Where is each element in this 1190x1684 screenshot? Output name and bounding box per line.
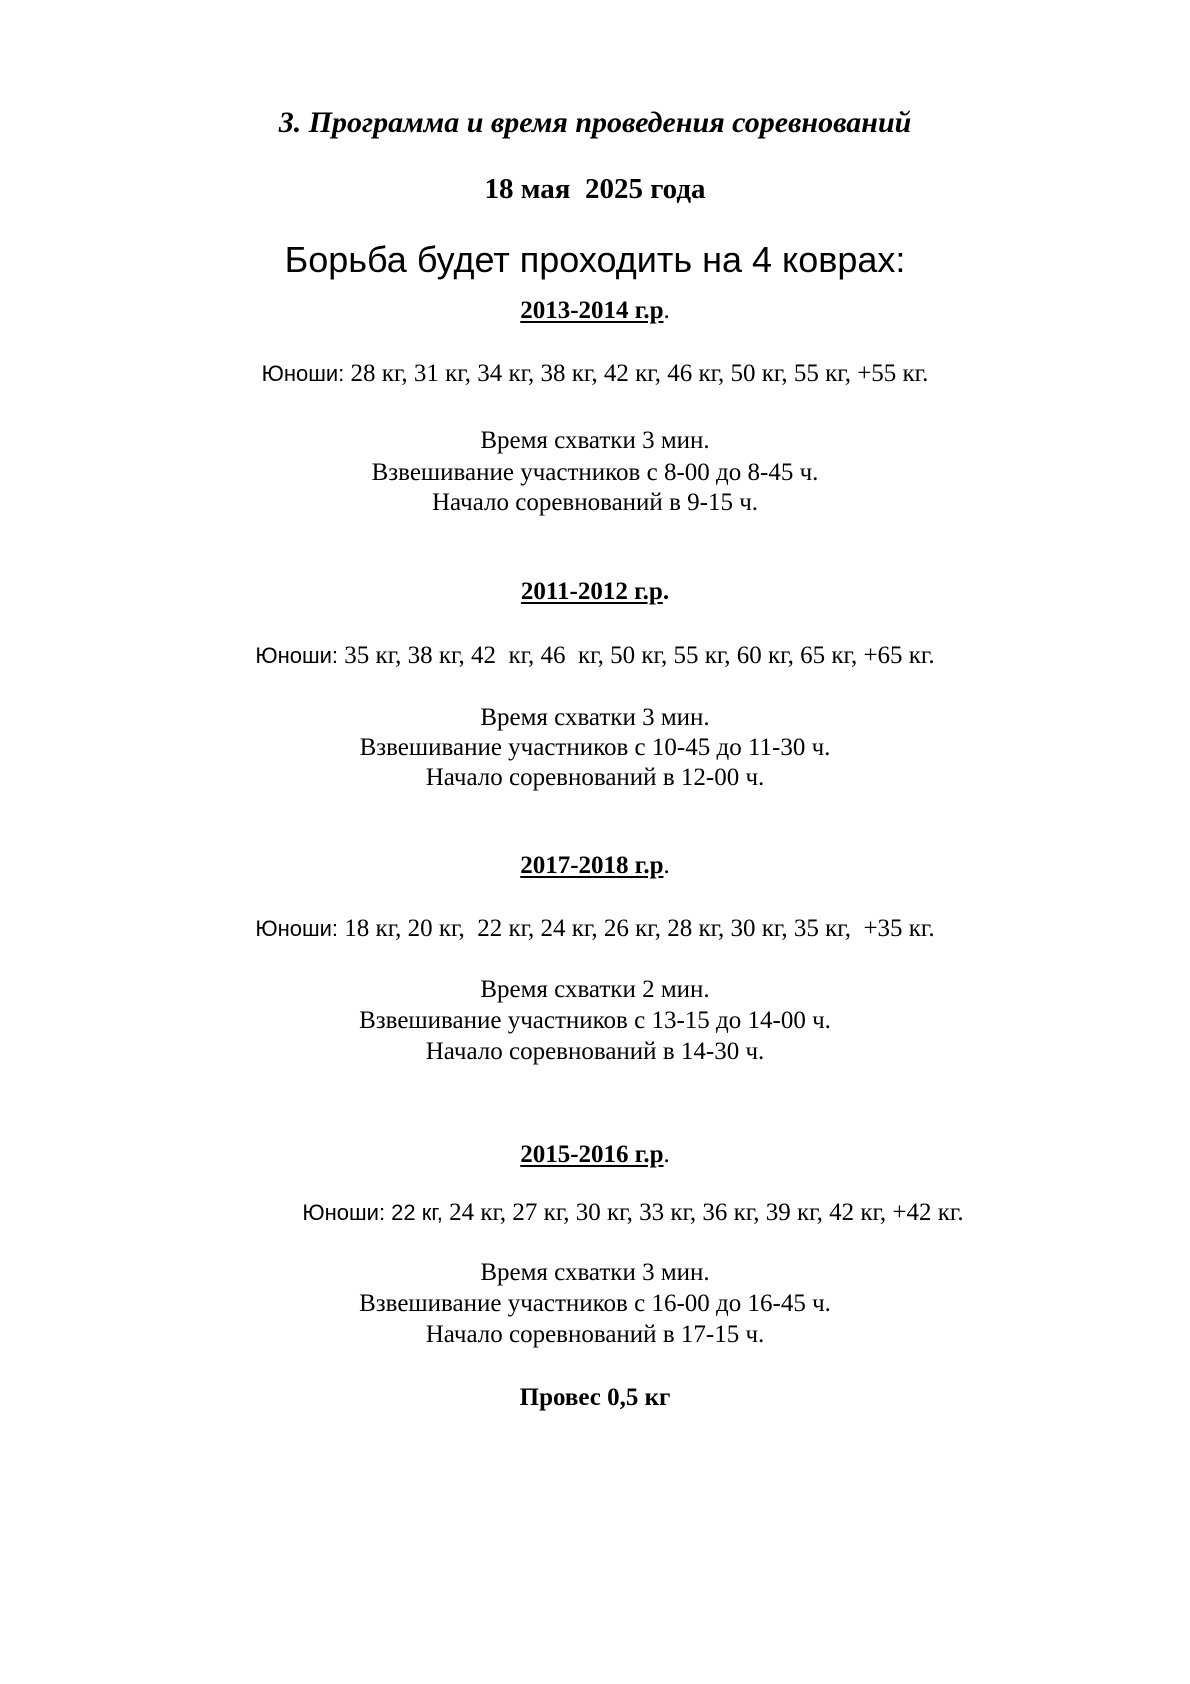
group-3-years-text: 2017-2018 г.р [520,852,664,879]
group-2-bout-time: Время схватки 3 мин. [480,704,710,731]
group-2-years-text: 2011-2012 г.р [520,578,663,605]
group-4-weights [38,1200,1190,1225]
group-4-weights-first: 22 кг, [385,1200,443,1225]
group-2-weights-list: 35 кг, 38 кг, 42 кг, 46 кг, 50 кг, 55 кг, 60 кг, 65 кг, +65 кг. [338,642,935,669]
group-3-weights-label: Юноши: [255,916,339,941]
page-title: 3. Программа и время проведения соревнований [278,106,912,139]
group-2-years-suffix: . [662,578,670,605]
group-1-years-suffix: . [663,297,670,324]
mats-announcement: Борьба будет проходить на 4 коврах: [284,239,906,280]
group-1-start: Начало соревнований в 9-15 ч. [431,489,759,516]
group-2-weigh-in: Взвешивание участников с 10-45 до 11-30 ч. [359,734,831,761]
group-4-weights-list: 24 кг, 27 кг, 30 кг, 33 кг, 36 кг, 39 кг, 42 кг, +42 кг. [442,1199,964,1226]
weight-allowance: Провес 0,5 кг [519,1384,671,1411]
group-1-weights-list: 28 кг, 31 кг, 34 кг, 38 кг, 42 кг, 46 кг, 50 кг, 55 кг, +55 кг. [344,360,929,387]
group-4-bout-time: Время схватки 3 мин. [480,1259,710,1286]
group-3-years [0,853,1190,878]
group-4-years [0,1142,1190,1167]
group-4-weights-label: Юноши: [302,1200,386,1225]
group-1-weights-label: Юноши: [261,361,345,386]
group-3-weights [0,916,1190,941]
competition-date: 18 мая 2025 года [484,173,706,205]
group-2-weights [0,643,1190,668]
group-3-weights-list: 18 кг, 20 кг, 22 кг, 24 кг, 26 кг, 28 кг, 30 кг, 35 кг, +35 кг. [338,915,935,942]
group-4-weigh-in: Взвешивание участников с 16-00 до 16-45 ч. [359,1290,831,1317]
group-2-weights-label: Юноши: [255,643,339,668]
group-4-years-text: 2015-2016 г.р [520,1141,664,1168]
group-4-years-suffix: . [663,1141,670,1168]
group-3-weigh-in: Взвешивание участников с 13-15 до 14-00 ч. [359,1007,831,1034]
group-2-years [0,579,1190,604]
group-3-start: Начало соревнований в 14-30 ч. [425,1038,765,1065]
group-1-years [0,298,1190,323]
group-1-weigh-in: Взвешивание участников с 8-00 до 8-45 ч. [371,459,819,486]
group-1-weights [0,361,1190,386]
group-4-start: Начало соревнований в 17-15 ч. [425,1321,765,1348]
group-1-bout-time: Время схватки 3 мин. [480,427,710,454]
group-1-years-text: 2013-2014 г.р [520,297,664,324]
group-2-start: Начало соревнований в 12-00 ч. [425,764,765,791]
group-3-years-suffix: . [663,852,670,879]
group-3-bout-time: Время схватки 2 мин. [480,976,710,1003]
